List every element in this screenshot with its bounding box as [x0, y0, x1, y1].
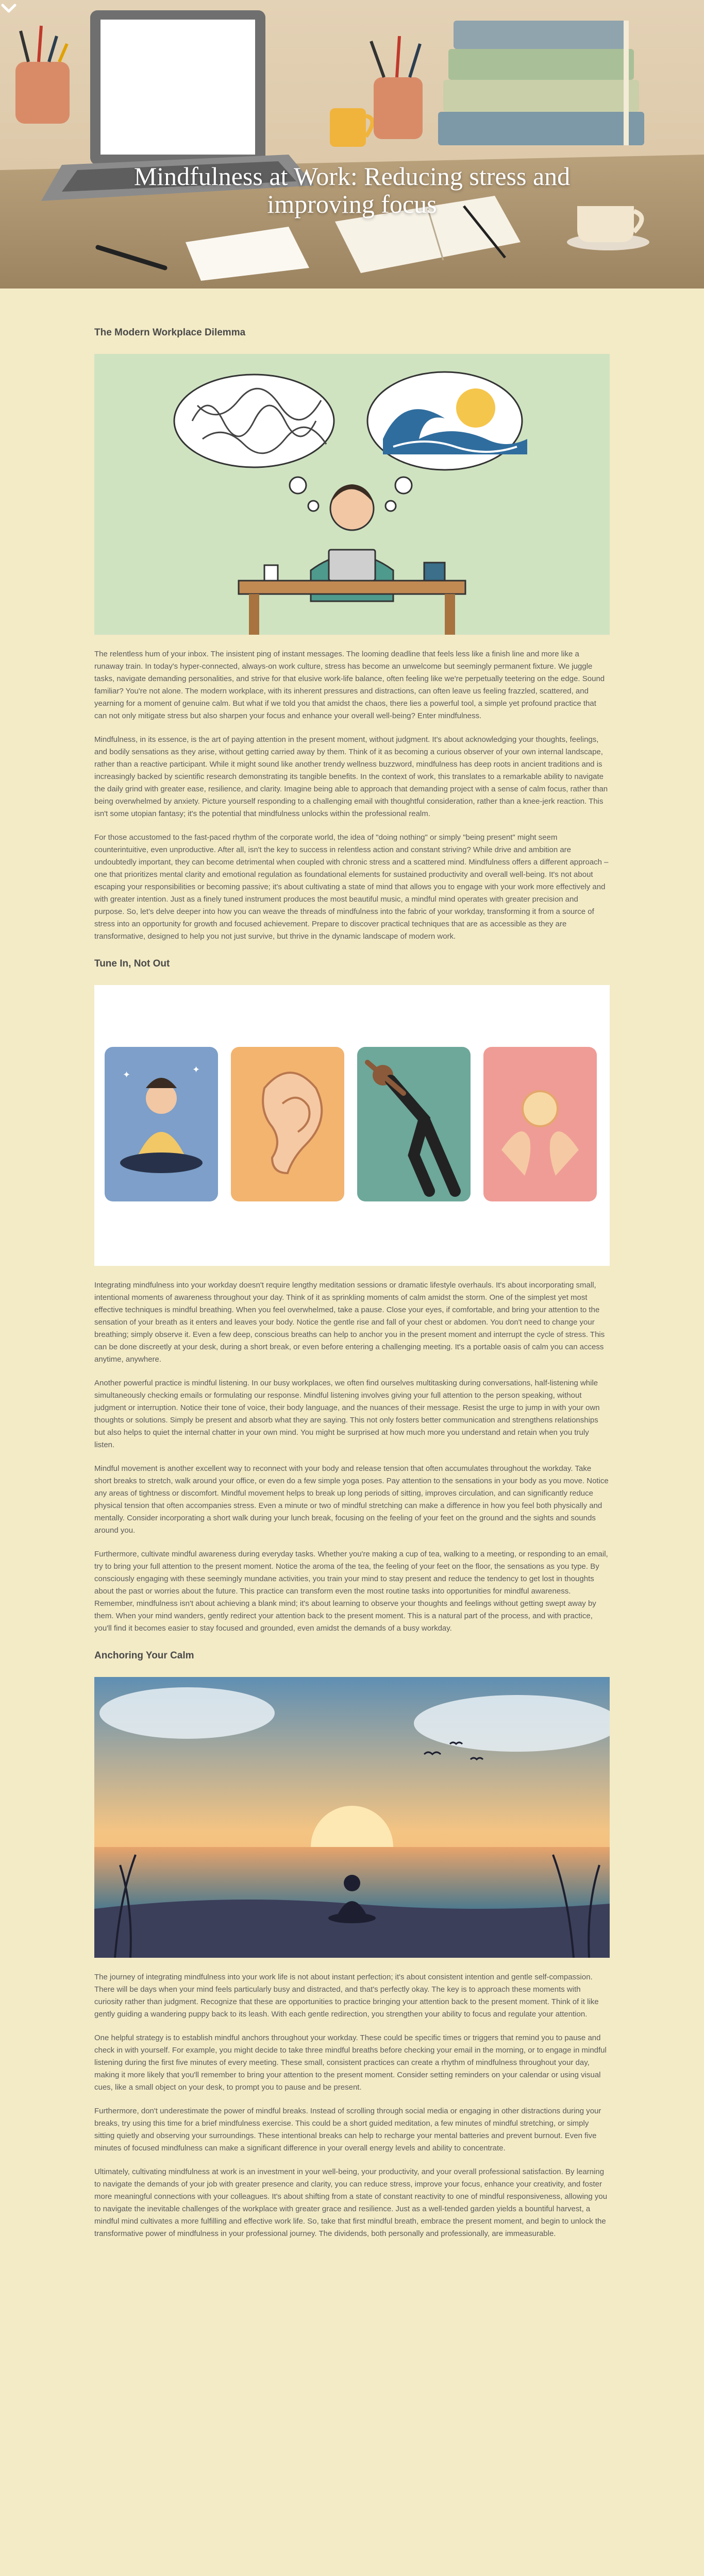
- stretch-panel-icon: [357, 1047, 471, 1201]
- chevron-down-icon[interactable]: [0, 0, 18, 18]
- paragraph: Furthermore, cultivate mindful awareness during everyday tasks. Whether you're making a cup of tea, walking to a meeting, or responding to an email, try to bring your full attention to the present moment. Notice the aroma of the tea, the feeling of your feet on the floor, the sensations as you type. By consciously engaging with these seemingly mundane activities, you train your mind to stay present and reduce the tendency to get lost in thoughts about the past or worries about the future. This practice can transform even the most routine tasks into opportunities for mindful awareness. Remember, mindfulness isn't about achieving a blank mind; it's about learning to observe your thoughts and feelings without getting swept away by them. When your mind wanders, gently redirect your attention back to the present moment. This is a natural part of the process, and with practice, you'll find it becomes easier to stay focused and grounded, even amidst the demands of a busy workday.: [94, 1550, 608, 1633]
- paragraph: Mindful movement is another excellent way to reconnect with your body and release tension that often accumulates throughout the workday. Take short breaks to stretch, walk around your office, or even do a few simple yoga poses. Pay attention to the sensations in your body as you move. Notice any areas of tightness or discomfort. Mindful movement helps to break up long periods of sitting, improves circulation, and can significantly reduce physical tension that often accompanies stress. Even a minute or two of mindful stretching can make a difference in how you feel both physically and mentally. Consider incorporating a short walk during your lunch break, focusing on the feeling of your feet on the ground and the sights and sounds around you.: [94, 1464, 609, 1535]
- paragraph: The journey of integrating mindfulness into your work life is not about instant perfection; it's about consistent intention and gentle self-compassion. There will be days when your mind feels particularly busy and distracted, and that's perfectly okay. The key is to approach these moments with curiosity rather than judgment. Recognize that these are opportunities to practice bringing your attention back to the present moment. Think of it like gently guiding a wandering puppy back to its leash. With each gentle redirection, you strengthen your ability to focus and regulate your attention.: [94, 1973, 599, 2019]
- section-tune-in: [94, 958, 610, 1635]
- illustration-sunset-meditation: [94, 1677, 610, 1958]
- books-icon: [438, 21, 644, 145]
- paragraph: Another powerful practice is mindful listening. In our busy workplaces, we often find ourselves multitasking during conversations, half-listening while simultaneously checking emails or formulating our response. Mindful listening involves giving your full attention to the person speaking, without judgment or interruption. Notice their tone of voice, their body language, and the nuances of their message. Resist the urge to jump in with your own thoughts or solutions. Simply be present and absorb what they are saying. This not only fosters better communication and strengthens relationships but also helps to quiet the internal chatter in your own mind. You might be surprised at how much more you understand and retain when you truly listen.: [94, 1379, 600, 1449]
- paragraph: One helpful strategy is to establish mindful anchors throughout your workday. These could be specific times or triggers that remind you to pause and check in with yourself. For example, you might decide to take three mindful breaths before checking your email in the morning, or to engage in mindful listening during the first five minutes of every meeting. These small, consistent practices can create a rhythm of mindfulness throughout your day, making it more likely that you'll remember to bring your attention to the present moment. Consider setting reminders on your calendar or using visual cues, like a small object on your desk, to prompt you to pause and be present.: [94, 2033, 607, 2092]
- paragraph: Ultimately, cultivating mindfulness at work is an investment in your well-being, your productivity, and your overall professional satisfaction. By learning to navigate the demands of your job with greater presence and clarity, you can reduce stress, improve your focus, enhance your creativity, and foster more meaningful connections with your colleagues. It's about shifting from a state of constant reactivity to one of mindful responsiveness, allowing you to navigate the inevitable challenges of the workplace with greater grace and resilience. Just as a well-tended garden yields a bountiful harvest, a mindful mind cultivates a more fulfilling and effective work life. So, take that first mindful breath, embrace the present moment, and begin to unlock the transformative power of mindfulness in your professional journey. The dividends, both personally and professionally, are immeasurable.: [94, 2167, 608, 2238]
- paragraph: The relentless hum of your inbox. The insistent ping of instant messages. The looming deadline that feels less like a finish line and more like a runaway train. In today's hyper-connected, always-on work culture, stress has become an unwelcome but seemingly permanent fixture. We juggle tasks, navigate demanding personalities, and strive for that elusive work-life balance, often feeling like we're perpetually teetering on the edge. Sound familiar? You're not alone. The modern workplace, with its inherent pressures and distractions, can often leave us feeling frazzled, scattered, and yearning for a moment of genuine calm. But what if we told you that amidst the chaos, there lies a powerful tool, a simple yet profound practice that can not only mitigate stress but also sharpen your focus and enhance your overall well-being? Enter mindfulness.: [94, 650, 605, 720]
- section-heading: The Modern Workplace Dilemma: [94, 327, 246, 338]
- paragraph: Integrating mindfulness into your workday doesn't require lengthy meditation sessions or dramatic lifestyle overhauls. It's about incorporating small, intentional moments of awareness throughout your day. Think of it as sprinkling moments of calm amidst the storm. One of the simplest yet most effective techniques is mindful breathing. When you feel overwhelmed, take a pause. Close your eyes, if comfortable, and bring your attention to the sensation of your breath as it enters and leaves your body. Notice the gentle rise and fall of your chest or abdomen. You don't need to change your breathing; simply observe it. Even a few deep, conscious breaths can help to anchor you in the present moment and interrupt the cycle of stress. This can be done discreetly at your desk, during a short break, or even before entering a challenging meeting. It's a portable oasis of calm you can access anytime, anywhere.: [94, 1281, 605, 1364]
- hero-banner: [0, 0, 704, 289]
- svg-text:✦: ✦: [192, 1064, 200, 1075]
- page-title: Mindfulness at Work: Reducing stress and improving focus: [133, 162, 571, 218]
- paragraph: Furthermore, don't underestimate the power of mindful breaks. Instead of scrolling through social media or engaging in other distractions during your breaks, try using this time for a brief mindfulness exercise. This could be a short guided meditation, a few minutes of mindful stretching, or simply sitting quietly and observing your surroundings. These intentional breaks can help to recharge your mental batteries and prevent burnout. Even five minutes of focused mindfulness can make a significant difference in your overall energy levels and ability to concentrate.: [94, 2107, 601, 2153]
- article-content: [94, 289, 610, 2276]
- section-modern-workplace: [94, 327, 610, 943]
- paragraph: For those accustomed to the fast-paced rhythm of the corporate world, the idea of "doing nothing" or simply "being present" might seem counterintuitive, even unproductive. After all, isn't the key to success in relentless action and constant striving? While drive and ambition are undoubtedly important, they can become detrimental when coupled with chronic stress and a scattered mind. Mindfulness offers a different approach – one that prioritizes mental clarity and emotional regulation as foundational elements for sustained productivity and overall well-being. It's not about escaping your responsibilities or becoming passive; it's about cultivating a state of mind that allows you to engage with your work more effectively and with greater intention. Just as a finely tuned instrument produces the most beautiful music, a mindful mind operates with greater precision and purpose. So, let's delve deeper into how you can weave the threads of mindfulness into the fabric of your workday, transforming it from a source of stress into an opportunity for growth and focused achievement. Prepare to discover practical techniques that are as accessible as they are transformative, designed to help you not just survive, but thrive in the dynamic landscape of modern work.: [94, 833, 609, 941]
- svg-text:✦: ✦: [123, 1070, 131, 1080]
- ear-panel-icon: [231, 1047, 344, 1201]
- illustration-thoughts: [94, 354, 610, 635]
- hero-illustration: [0, 0, 704, 289]
- section-anchoring-calm: [94, 1650, 610, 2240]
- hands-panel-icon: [483, 1047, 597, 1201]
- section-heading: Tune In, Not Out: [94, 958, 170, 969]
- meditation-panel-icon: [105, 1047, 218, 1201]
- illustration-practices: [94, 985, 610, 1266]
- paragraph: Mindfulness, in its essence, is the art of paying attention in the present moment, without judgment. It's about acknowledging your thoughts, feelings, and bodily sensations as they arise, without getting carried away by them. Think of it as becoming a curious observer of your own internal landscape, rather than a reactive participant. While it might sound like another trendy wellness buzzword, mindfulness has deep roots in ancient traditions and is increasingly backed by scientific research demonstrating its tangible benefits. In the context of work, this translates to a remarkable ability to navigate the daily grind with greater ease, resilience, and clarity. Imagine being able to approach that demanding project with a sense of calm focus, rather than being overwhelmed by anxiety. Picture yourself responding to a challenging email with thoughtful consideration, rather than a knee-jerk reaction. This isn't some utopian fantasy; it's the potential that mindfulness unlocks within the professional realm.: [94, 735, 608, 818]
- section-heading: Anchoring Your Calm: [94, 1650, 194, 1661]
